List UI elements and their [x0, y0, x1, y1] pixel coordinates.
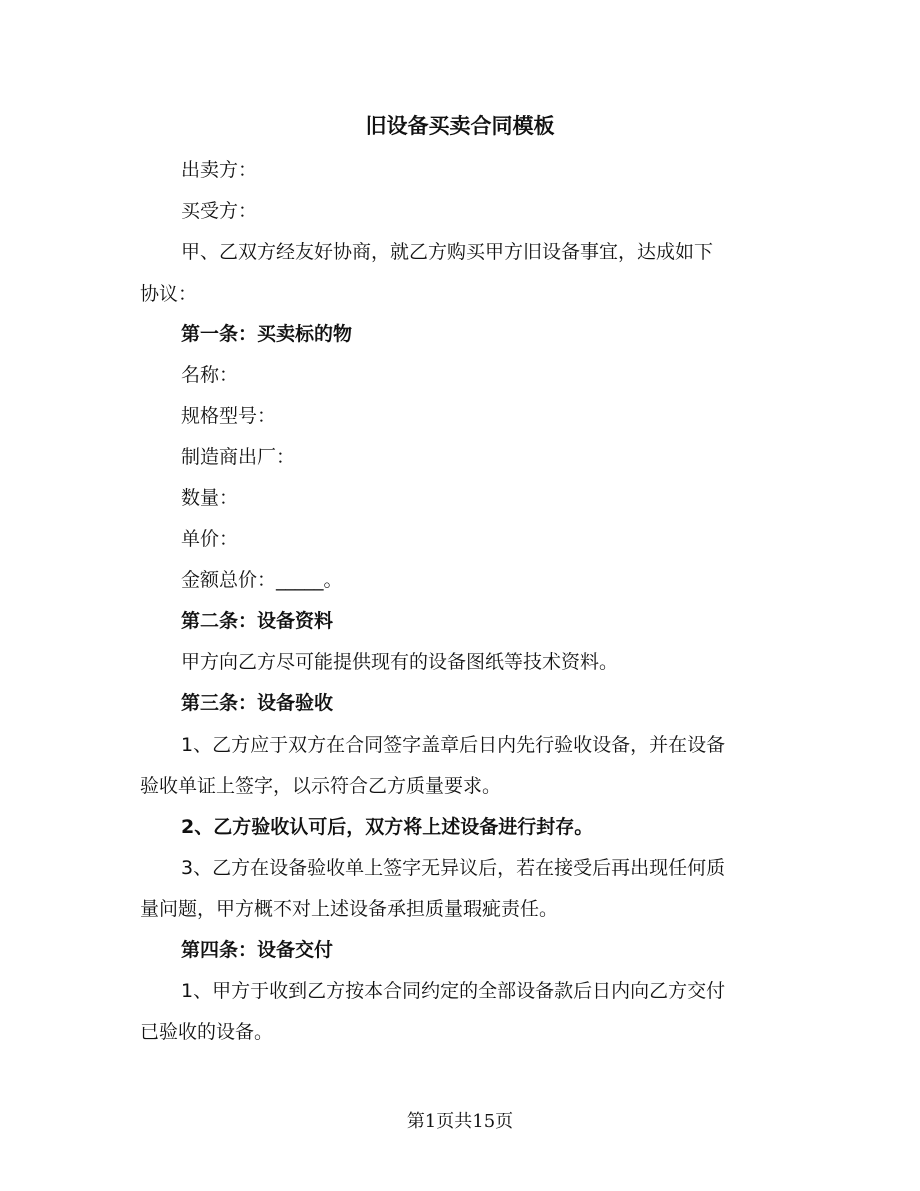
article-4-clause-1-line-2: 已验收的设备。 — [140, 1021, 274, 1043]
article-3-clause-3-line-1: 3、乙方在设备验收单上签字无异议后，若在接受后再出现任何质 — [181, 857, 726, 879]
item-manufacturer-line: 制造商出厂： — [181, 446, 296, 468]
document-title: 旧设备买卖合同模板 — [365, 114, 555, 138]
intro-paragraph-line-2: 协议： — [140, 283, 198, 305]
seller-line: 出卖方： — [181, 159, 258, 181]
article-3-clause-1-line-1: 1、乙方应于双方在合同签字盖章后日内先行验收设备，并在设备 — [181, 734, 726, 756]
buyer-line: 买受方： — [181, 200, 258, 222]
article-2-heading: 第二条：设备资料 — [181, 610, 334, 632]
item-total-price-line: 金额总价：_____。 — [181, 569, 343, 591]
item-quantity-line: 数量： — [181, 487, 239, 509]
article-4-clause-1-line-1: 1、甲方于收到乙方按本合同约定的全部设备款后日内向乙方交付 — [181, 980, 726, 1002]
intro-paragraph-line-1: 甲、乙双方经友好协商，就乙方购买甲方旧设备事宜，达成如下 — [181, 241, 714, 263]
article-2-text: 甲方向乙方尽可能提供现有的设备图纸等技术资料。 — [181, 651, 619, 673]
page-number-footer: 第1页共15页 — [406, 1111, 514, 1132]
article-3-clause-3-line-2: 量问题，甲方概不对上述设备承担质量瑕疵责任。 — [140, 898, 559, 920]
article-3-clause-1-line-2: 验收单证上签字，以示符合乙方质量要求。 — [140, 775, 502, 797]
article-3-clause-2: 2、乙方验收认可后，双方将上述设备进行封存。 — [181, 816, 594, 838]
article-4-heading: 第四条：设备交付 — [181, 939, 334, 961]
article-3-heading: 第三条：设备验收 — [181, 692, 334, 714]
item-name-line: 名称： — [181, 364, 239, 386]
article-1-heading: 第一条：买卖标的物 — [181, 323, 353, 345]
item-spec-line: 规格型号： — [181, 405, 277, 427]
item-unit-price-line: 单价： — [181, 528, 239, 550]
